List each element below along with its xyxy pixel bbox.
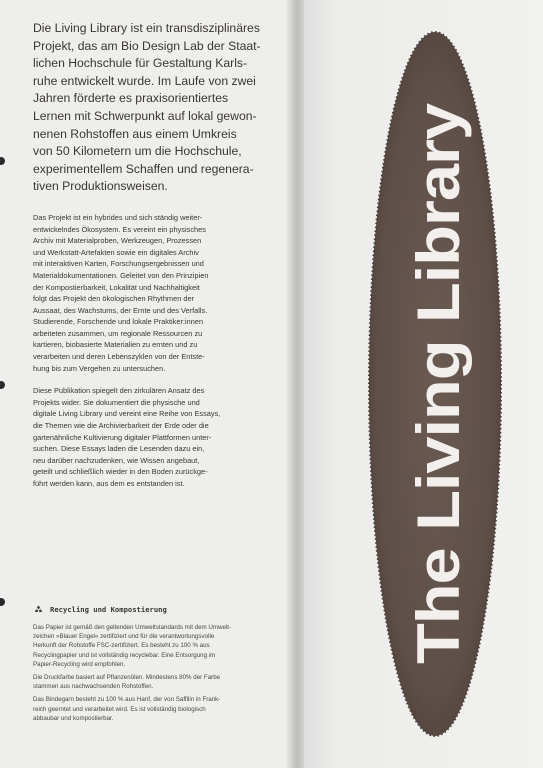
text-line: kartieren, biobasierte Materialien zu ernten und zu	[33, 340, 198, 350]
text-line: die Themen wie die Archivierbarkeit der Erde oder die	[33, 421, 209, 431]
body-paragraph-2	[33, 385, 277, 489]
main-text-column	[33, 20, 277, 501]
text-line: Das Papier ist gemäß den geltenden Umweltstandards mit dem Umwelt-	[33, 624, 232, 631]
text-line: arbeiteten zusammen, um regionale Ressourcen zu	[33, 328, 203, 338]
text-line: abbaubar und kompostierbar.	[33, 714, 114, 722]
text-line: suchen. Diese Essays laden die Lesenden dazu ein,	[33, 444, 205, 454]
text-line: Projekt, das am Bio Design Lab der Staat-	[33, 38, 261, 53]
text-line: gartenähnliche Kultivierung digitaler Plattformen unter-	[33, 432, 212, 442]
text-line: nenen Rohstoffen aus einem Umkreis	[33, 126, 237, 141]
text-line: Lernen mit Schwerpunkt auf lokal gewon-	[33, 108, 257, 123]
text-line: zeichen »Blauer Engel« zertifiziert und für die verantwortungsvolle	[33, 633, 215, 641]
body-paragraph-1	[33, 212, 277, 374]
recycling-paragraph-binding	[33, 695, 277, 723]
text-line: Die Druckfarbe basiert auf Pflanzenölen. Mindestens 80% der Farbe	[33, 674, 221, 682]
text-line: Projekts wider. Sie dokumentiert die physische und	[33, 397, 200, 407]
recycling-section	[33, 604, 277, 727]
recycling-paragraph-paper	[33, 623, 277, 669]
text-line: Archiv mit Materialproben, Werkzeugen, Prozessen	[33, 236, 202, 246]
text-line: Jahren förderte es praxisorientiertes	[33, 91, 229, 106]
book-gutter	[286, 0, 306, 768]
text-line: Das Bindegarn besteht zu 100 % aus Hanf, der von Saffilin in Frank-	[33, 696, 221, 704]
text-line: Diese Publikation spiegelt den zirkulären Ansatz des	[33, 386, 205, 396]
text-line: lichen Hochschule für Gestaltung Karls-	[33, 56, 248, 71]
text-line: ruhe entwickelt wurde. Im Laufe von zwei	[33, 73, 256, 88]
text-line: der Kompostierbarkeit, Lokalität und Nachhaltigkeit	[33, 282, 200, 292]
text-line: folgt das Projekt den ökologischen Rhythmen der	[33, 294, 195, 304]
text-line: von 50 Kilometern um die Hochschule,	[33, 144, 242, 159]
text-line: neu darüber nachzudenken, wie Wissen angebaut,	[33, 455, 200, 465]
text-line: und Werkstatt-Artefakten sowie ein digitales Archiv	[33, 247, 199, 257]
text-line: entwickelndes Ökosystem. Es vereint ein physisches	[33, 224, 206, 234]
text-line: Herkunft der Rohstoffe FSC-zertifiziert. Es besteht zu 100 % aus	[33, 642, 210, 650]
recycling-heading: Recycling und Kompostierung	[50, 605, 167, 614]
intro-paragraph	[33, 20, 277, 196]
text-line: führt werden kann, aus dem es entstanden ist.	[33, 479, 185, 488]
text-line: Das Projekt ist ein hybrides und sich ständig weiter-	[33, 212, 203, 222]
text-line: tiven Produktionsweisen.	[33, 179, 168, 194]
binding-hole	[0, 598, 5, 606]
recycle-icon	[33, 604, 44, 615]
cover-oval-graphic	[365, 28, 505, 740]
text-line: Papier-Recycling wird empfohlen.	[33, 660, 126, 668]
text-line: reich geerntet und verarbeitet wird. Es ist vollständig biologisch	[33, 705, 206, 713]
text-line: geteilt und schließlich wieder in den Boden zurückge-	[33, 467, 208, 477]
text-line: Aussaat, des Wachstums, der Ernte und des Verfalls.	[33, 305, 208, 315]
text-line: Die Living Library ist ein transdisziplinäres	[33, 21, 260, 35]
binding-hole	[0, 157, 5, 165]
text-line: Recyclingpapier und ist vollständig recyclebar. Eine Entsorgung im	[33, 651, 216, 659]
binding-hole	[0, 381, 5, 389]
text-line: digitale Living Library und vereint eine Reihe von Essays,	[33, 409, 221, 419]
text-line: hung bis zum Vergehen zu untersuchen.	[33, 363, 166, 373]
recycling-paragraph-ink	[33, 673, 277, 691]
text-line: Studierende, Forschende und lokale Praktiker:innen	[33, 317, 204, 327]
text-line: experimentellem Schaffen und regenera-	[33, 161, 254, 176]
text-line: mit interaktiven Karten, Forschungsergebnissen und	[33, 259, 204, 269]
text-line: verarbeiten und deren Lebenszyklen von der Entste-	[33, 352, 205, 362]
text-line: Materialdokumentationen. Geleitet von den Prinzipien	[33, 270, 209, 280]
recycling-heading-row	[33, 604, 277, 615]
oval-title-text: The Living Library	[404, 161, 472, 664]
text-line: stammen aus nachwachsenden Rohstoffen.	[33, 683, 154, 691]
oval-svg	[365, 28, 505, 740]
